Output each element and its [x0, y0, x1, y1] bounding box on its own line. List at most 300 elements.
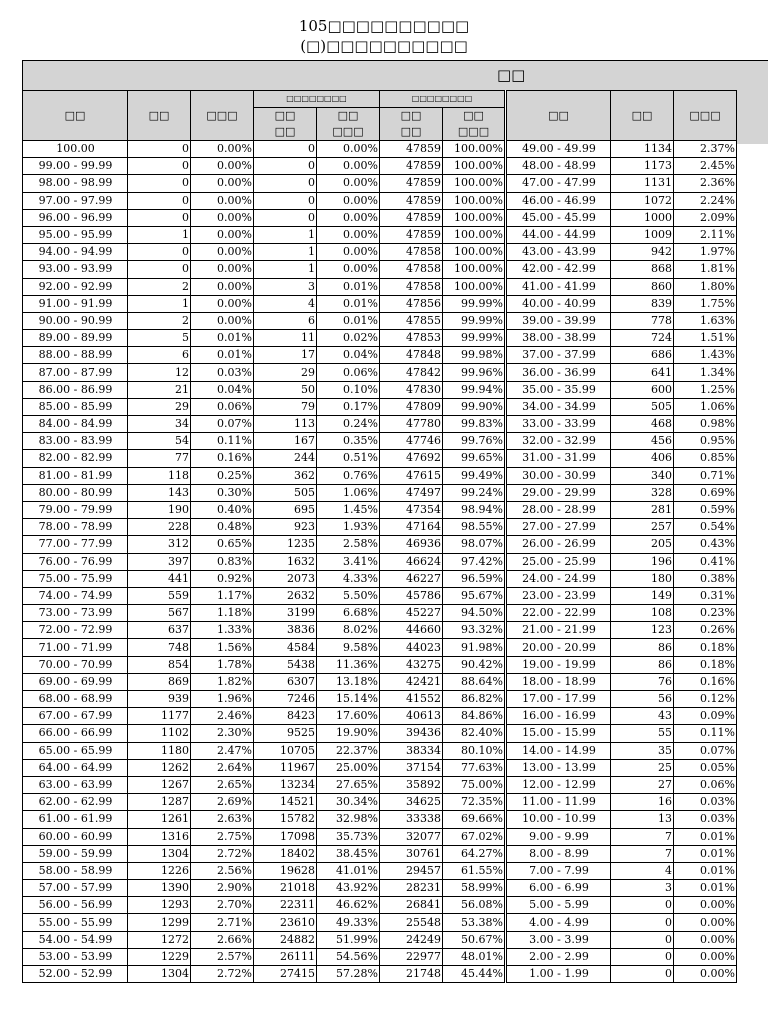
cell-count-right: 55: [611, 725, 674, 742]
cell-score-range-right: 13.00 - 13.99: [506, 759, 611, 776]
cell-cum-count-below: 47830: [380, 381, 443, 398]
cell-score-range-right: 49.00 - 49.99: [506, 141, 611, 158]
cell-score-range: 89.00 - 89.99: [23, 330, 128, 347]
cell-cum-count-below: 47848: [380, 347, 443, 364]
cell-cum-pct-above: 19.90%: [317, 725, 380, 742]
cell-cum-pct-below: 98.55%: [443, 519, 506, 536]
cell-score-range: 69.00 - 69.99: [23, 673, 128, 690]
cell-cum-count-above: 3836: [254, 622, 317, 639]
table-row: [23, 536, 737, 553]
table-row: [23, 966, 737, 983]
cell-count: 748: [128, 639, 191, 656]
cell-percent-right: 1.75%: [674, 295, 737, 312]
cell-percent-right: 0.85%: [674, 450, 737, 467]
cell-score-range: 71.00 - 71.99: [23, 639, 128, 656]
cell-count-right: 25: [611, 759, 674, 776]
cell-percent: 1.78%: [191, 656, 254, 673]
cell-percent-right: 1.81%: [674, 261, 737, 278]
cell-score-range: 98.00 - 98.99: [23, 175, 128, 192]
cell-percent-right: 0.26%: [674, 622, 737, 639]
cell-percent: 0.00%: [191, 312, 254, 329]
cell-cum-pct-above: 0.17%: [317, 398, 380, 415]
cell-count: 1: [128, 226, 191, 243]
cell-cum-count-below: 47859: [380, 141, 443, 158]
cell-cum-count-above: 1: [254, 244, 317, 261]
cell-count: 228: [128, 519, 191, 536]
cell-cum-pct-above: 0.24%: [317, 416, 380, 433]
cell-score-range-right: 10.00 - 10.99: [506, 811, 611, 828]
cell-score-range-right: 34.00 - 34.99: [506, 398, 611, 415]
cell-cum-pct-below: 48.01%: [443, 948, 506, 965]
cell-cum-pct-above: 4.33%: [317, 570, 380, 587]
cell-count-right: 942: [611, 244, 674, 261]
cell-score-range-right: 2.00 - 2.99: [506, 948, 611, 965]
cell-count: 869: [128, 673, 191, 690]
cell-percent: 2.66%: [191, 931, 254, 948]
cell-cum-count-below: 25548: [380, 914, 443, 931]
cell-score-range: 80.00 - 80.99: [23, 484, 128, 501]
cell-count: 1304: [128, 845, 191, 862]
cell-count-right: 1134: [611, 141, 674, 158]
table-row: [23, 622, 737, 639]
table-row: [23, 776, 737, 793]
cell-cum-pct-below: 100.00%: [443, 244, 506, 261]
cell-score-range: 83.00 - 83.99: [23, 433, 128, 450]
cell-score-range-right: 39.00 - 39.99: [506, 312, 611, 329]
cell-cum-count-above: 18402: [254, 845, 317, 862]
cell-cum-count-below: 43275: [380, 656, 443, 673]
cell-cum-pct-below: 99.49%: [443, 467, 506, 484]
cell-score-range: 79.00 - 79.99: [23, 501, 128, 518]
cell-cum-count-above: 22311: [254, 897, 317, 914]
cell-score-range-right: 41.00 - 41.99: [506, 278, 611, 295]
cell-count: 1299: [128, 914, 191, 931]
cell-count-right: 43: [611, 708, 674, 725]
cell-cum-count-above: 23610: [254, 914, 317, 931]
cell-cum-count-above: 923: [254, 519, 317, 536]
cell-cum-count-above: 1: [254, 261, 317, 278]
cell-count-right: 149: [611, 587, 674, 604]
cell-cum-pct-below: 80.10%: [443, 742, 506, 759]
cell-score-range: 59.00 - 59.99: [23, 845, 128, 862]
cell-cum-count-above: 0: [254, 192, 317, 209]
cell-count-right: 205: [611, 536, 674, 553]
cell-percent: 0.92%: [191, 570, 254, 587]
table-row: [23, 484, 737, 501]
subject-header-band: [22, 60, 768, 90]
header-cum-count-below-l2: □□: [400, 125, 422, 138]
cell-percent: 0.03%: [191, 364, 254, 381]
cell-percent-right: 0.07%: [674, 742, 737, 759]
cell-percent-right: 1.43%: [674, 347, 737, 364]
cell-score-range: 68.00 - 68.99: [23, 691, 128, 708]
table-row: [23, 605, 737, 622]
cell-cum-pct-below: 94.50%: [443, 605, 506, 622]
cell-percent: 1.33%: [191, 622, 254, 639]
cell-count-right: 7: [611, 828, 674, 845]
table-row: [23, 742, 737, 759]
cell-count: 854: [128, 656, 191, 673]
cell-cum-count-above: 6307: [254, 673, 317, 690]
table-row: [23, 691, 737, 708]
cell-cum-count-above: 7246: [254, 691, 317, 708]
cell-count: 0: [128, 192, 191, 209]
cell-count: 0: [128, 141, 191, 158]
cell-score-range-right: 31.00 - 31.99: [506, 450, 611, 467]
cell-score-range: 97.00 - 97.99: [23, 192, 128, 209]
table-body: [23, 141, 737, 983]
cell-percent: 0.00%: [191, 278, 254, 295]
cell-percent-right: 0.00%: [674, 931, 737, 948]
cell-count-right: 180: [611, 570, 674, 587]
cell-percent-right: 2.11%: [674, 226, 737, 243]
cell-percent: 0.00%: [191, 192, 254, 209]
cell-cum-pct-below: 100.00%: [443, 261, 506, 278]
cell-cum-pct-below: 82.40%: [443, 725, 506, 742]
table-row: [23, 828, 737, 845]
cell-cum-count-below: 47497: [380, 484, 443, 501]
cell-score-range: 66.00 - 66.99: [23, 725, 128, 742]
table-row: [23, 708, 737, 725]
cell-cum-pct-below: 97.42%: [443, 553, 506, 570]
cell-cum-count-below: 47859: [380, 226, 443, 243]
header-cum-pct-above-l1: □□: [337, 109, 359, 122]
cell-cum-count-above: 695: [254, 501, 317, 518]
cell-cum-pct-below: 99.99%: [443, 330, 506, 347]
cell-cum-count-above: 17: [254, 347, 317, 364]
cell-cum-count-below: 28231: [380, 880, 443, 897]
cell-cum-pct-above: 1.93%: [317, 519, 380, 536]
cell-cum-pct-below: 100.00%: [443, 158, 506, 175]
cell-cum-count-below: 47354: [380, 501, 443, 518]
cell-score-range: 87.00 - 87.99: [23, 364, 128, 381]
cell-cum-pct-below: 100.00%: [443, 226, 506, 243]
cell-cum-pct-above: 17.60%: [317, 708, 380, 725]
cell-cum-pct-above: 51.99%: [317, 931, 380, 948]
cell-cum-pct-below: 67.02%: [443, 828, 506, 845]
cell-cum-count-above: 0: [254, 209, 317, 226]
cell-score-range-right: 12.00 - 12.99: [506, 776, 611, 793]
cell-cum-pct-above: 5.50%: [317, 587, 380, 604]
cell-percent-right: 0.00%: [674, 914, 737, 931]
header-cum-pct-above-l2: □□□: [332, 125, 364, 138]
cell-cum-pct-above: 0.01%: [317, 295, 380, 312]
cell-cum-count-below: 42421: [380, 673, 443, 690]
cell-percent: 0.25%: [191, 467, 254, 484]
cell-percent: 0.48%: [191, 519, 254, 536]
cell-cum-pct-above: 57.28%: [317, 966, 380, 983]
cell-percent: 2.72%: [191, 966, 254, 983]
cell-score-range: 70.00 - 70.99: [23, 656, 128, 673]
cell-score-range-right: 33.00 - 33.99: [506, 416, 611, 433]
cell-cum-count-above: 4584: [254, 639, 317, 656]
cell-score-range: 72.00 - 72.99: [23, 622, 128, 639]
cell-cum-count-below: 21748: [380, 966, 443, 983]
cell-count-right: 641: [611, 364, 674, 381]
cell-score-range: 61.00 - 61.99: [23, 811, 128, 828]
header-group-cumulative-above: □□□□□□□□: [254, 91, 380, 108]
cell-cum-count-above: 362: [254, 467, 317, 484]
cell-score-range-right: 14.00 - 14.99: [506, 742, 611, 759]
cell-score-range: 95.00 - 95.99: [23, 226, 128, 243]
cell-percent-right: 0.38%: [674, 570, 737, 587]
header-percent-right: □□□: [674, 91, 737, 141]
cell-percent: 2.69%: [191, 794, 254, 811]
cell-score-range: 90.00 - 90.99: [23, 312, 128, 329]
cell-cum-pct-above: 1.45%: [317, 501, 380, 518]
cell-count-right: 257: [611, 519, 674, 536]
cell-percent: 2.72%: [191, 845, 254, 862]
cell-count: 1: [128, 295, 191, 312]
cell-cum-count-above: 2632: [254, 587, 317, 604]
cell-count-right: 868: [611, 261, 674, 278]
cell-percent-right: 0.06%: [674, 776, 737, 793]
cell-score-range-right: 32.00 - 32.99: [506, 433, 611, 450]
cell-score-range-right: 23.00 - 23.99: [506, 587, 611, 604]
cell-score-range: 76.00 - 76.99: [23, 553, 128, 570]
cell-count: 397: [128, 553, 191, 570]
table-row: [23, 656, 737, 673]
cell-cum-pct-below: 99.98%: [443, 347, 506, 364]
cell-percent: 2.56%: [191, 862, 254, 879]
cell-count: 1287: [128, 794, 191, 811]
cell-percent-right: 0.41%: [674, 553, 737, 570]
cell-cum-pct-above: 22.37%: [317, 742, 380, 759]
cell-cum-pct-above: 11.36%: [317, 656, 380, 673]
cell-score-range-right: 20.00 - 20.99: [506, 639, 611, 656]
cell-percent: 1.56%: [191, 639, 254, 656]
cell-cum-count-above: 9525: [254, 725, 317, 742]
cell-count: 312: [128, 536, 191, 553]
cell-count-right: 468: [611, 416, 674, 433]
cell-cum-count-below: 22977: [380, 948, 443, 965]
cell-cum-count-below: 45786: [380, 587, 443, 604]
cell-score-range-right: 36.00 - 36.99: [506, 364, 611, 381]
cell-score-range: 99.00 - 99.99: [23, 158, 128, 175]
cell-percent: 0.00%: [191, 244, 254, 261]
cell-score-range: 74.00 - 74.99: [23, 587, 128, 604]
cell-count: 2: [128, 312, 191, 329]
cell-percent-right: 2.09%: [674, 209, 737, 226]
cell-score-range: 94.00 - 94.99: [23, 244, 128, 261]
cell-percent: 0.16%: [191, 450, 254, 467]
cell-count: 2: [128, 278, 191, 295]
cell-cum-count-above: 2073: [254, 570, 317, 587]
cell-cum-count-below: 34625: [380, 794, 443, 811]
cell-cum-pct-above: 1.06%: [317, 484, 380, 501]
table-row: [23, 398, 737, 415]
cell-cum-pct-below: 45.44%: [443, 966, 506, 983]
cell-score-range-right: 42.00 - 42.99: [506, 261, 611, 278]
cell-cum-count-above: 27415: [254, 966, 317, 983]
cell-cum-pct-above: 46.62%: [317, 897, 380, 914]
cell-count: 1293: [128, 897, 191, 914]
cell-score-range: 91.00 - 91.99: [23, 295, 128, 312]
table-row: [23, 433, 737, 450]
cell-cum-pct-below: 100.00%: [443, 278, 506, 295]
cell-percent-right: 0.95%: [674, 433, 737, 450]
cell-count: 1180: [128, 742, 191, 759]
cell-count-right: 1072: [611, 192, 674, 209]
cell-count: 1102: [128, 725, 191, 742]
cell-score-range: 86.00 - 86.99: [23, 381, 128, 398]
cell-percent-right: 2.37%: [674, 141, 737, 158]
cell-count-right: 328: [611, 484, 674, 501]
cell-cum-count-below: 47692: [380, 450, 443, 467]
cell-score-range-right: 4.00 - 4.99: [506, 914, 611, 931]
cell-cum-count-below: 35892: [380, 776, 443, 793]
cell-percent: 0.30%: [191, 484, 254, 501]
cell-cum-count-below: 47858: [380, 244, 443, 261]
cell-percent: 0.11%: [191, 433, 254, 450]
cell-count: 1272: [128, 931, 191, 948]
cell-percent-right: 2.24%: [674, 192, 737, 209]
cell-cum-count-above: 0: [254, 141, 317, 158]
cell-cum-pct-below: 99.65%: [443, 450, 506, 467]
cell-percent: 2.47%: [191, 742, 254, 759]
cell-count-right: 0: [611, 897, 674, 914]
cell-score-range: 100.00: [23, 141, 128, 158]
cell-cum-pct-above: 0.01%: [317, 312, 380, 329]
report-title: 105□□□□□□□□□□: [298, 17, 470, 35]
cell-count-right: 686: [611, 347, 674, 364]
header-score-right: □□: [506, 91, 611, 141]
cell-count-right: 56: [611, 691, 674, 708]
table-row: [23, 931, 737, 948]
cell-percent-right: 0.01%: [674, 862, 737, 879]
cell-cum-pct-above: 0.10%: [317, 381, 380, 398]
cell-count: 0: [128, 175, 191, 192]
cell-percent-right: 0.18%: [674, 639, 737, 656]
cell-percent-right: 0.12%: [674, 691, 737, 708]
cell-percent-right: 0.01%: [674, 845, 737, 862]
cell-cum-pct-below: 69.66%: [443, 811, 506, 828]
cell-count: 0: [128, 158, 191, 175]
cell-score-range-right: 37.00 - 37.99: [506, 347, 611, 364]
cell-cum-pct-above: 0.00%: [317, 226, 380, 243]
cell-cum-count-above: 26111: [254, 948, 317, 965]
subject-label: □□: [497, 66, 526, 84]
cell-score-range: 64.00 - 64.99: [23, 759, 128, 776]
cell-percent: 2.46%: [191, 708, 254, 725]
cell-cum-count-below: 47858: [380, 261, 443, 278]
table-row: [23, 261, 737, 278]
cell-cum-count-above: 0: [254, 175, 317, 192]
table-row: [23, 845, 737, 862]
cell-cum-pct-above: 49.33%: [317, 914, 380, 931]
cell-cum-count-below: 47809: [380, 398, 443, 415]
cell-cum-pct-below: 100.00%: [443, 175, 506, 192]
table-row: [23, 570, 737, 587]
cell-count: 1177: [128, 708, 191, 725]
cell-count: 1262: [128, 759, 191, 776]
table-row: [23, 416, 737, 433]
cell-count: 567: [128, 605, 191, 622]
cell-cum-pct-above: 41.01%: [317, 862, 380, 879]
cell-score-range-right: 46.00 - 46.99: [506, 192, 611, 209]
table-row: [23, 347, 737, 364]
cell-cum-pct-above: 32.98%: [317, 811, 380, 828]
cell-count-right: 0: [611, 914, 674, 931]
cell-cum-count-below: 44023: [380, 639, 443, 656]
cell-cum-pct-above: 35.73%: [317, 828, 380, 845]
header-cum-pct-below: [443, 108, 506, 141]
cell-score-range: 96.00 - 96.99: [23, 209, 128, 226]
cell-percent-right: 0.01%: [674, 828, 737, 845]
cell-percent: 0.00%: [191, 141, 254, 158]
header-cum-count-above: [254, 108, 317, 141]
cell-percent-right: 0.43%: [674, 536, 737, 553]
cell-cum-pct-below: 75.00%: [443, 776, 506, 793]
cell-count: 12: [128, 364, 191, 381]
table-row: [23, 794, 737, 811]
cell-cum-pct-below: 58.99%: [443, 880, 506, 897]
cell-cum-count-below: 46936: [380, 536, 443, 553]
cell-score-range-right: 3.00 - 3.99: [506, 931, 611, 948]
cell-percent: 2.75%: [191, 828, 254, 845]
cell-cum-count-below: 33338: [380, 811, 443, 828]
cell-cum-count-above: 17098: [254, 828, 317, 845]
cell-cum-pct-below: 50.67%: [443, 931, 506, 948]
cell-percent-right: 1.80%: [674, 278, 737, 295]
cell-cum-pct-below: 93.32%: [443, 622, 506, 639]
cell-percent: 0.65%: [191, 536, 254, 553]
cell-score-range: 78.00 - 78.99: [23, 519, 128, 536]
cell-cum-count-below: 38334: [380, 742, 443, 759]
cell-score-range: 73.00 - 73.99: [23, 605, 128, 622]
cell-count-right: 600: [611, 381, 674, 398]
cell-count-right: 860: [611, 278, 674, 295]
cell-count-right: 86: [611, 639, 674, 656]
header-cum-pct-above: [317, 108, 380, 141]
cell-score-range: 85.00 - 85.99: [23, 398, 128, 415]
cell-count-right: 13: [611, 811, 674, 828]
cell-score-range: 58.00 - 58.99: [23, 862, 128, 879]
cell-percent-right: 0.00%: [674, 897, 737, 914]
cell-percent-right: 0.23%: [674, 605, 737, 622]
cell-score-range-right: 47.00 - 47.99: [506, 175, 611, 192]
cell-percent: 0.07%: [191, 416, 254, 433]
cell-score-range-right: 17.00 - 17.99: [506, 691, 611, 708]
cell-cum-count-above: 11: [254, 330, 317, 347]
cell-percent: 2.64%: [191, 759, 254, 776]
cell-cum-count-below: 46624: [380, 553, 443, 570]
cell-count-right: 1000: [611, 209, 674, 226]
cell-score-range: 92.00 - 92.99: [23, 278, 128, 295]
cell-cum-pct-below: 99.90%: [443, 398, 506, 415]
cell-score-range: 56.00 - 56.99: [23, 897, 128, 914]
table-row: [23, 811, 737, 828]
cell-score-range: 88.00 - 88.99: [23, 347, 128, 364]
cell-count: 637: [128, 622, 191, 639]
cell-count: 0: [128, 261, 191, 278]
cell-percent: 2.30%: [191, 725, 254, 742]
cell-score-range: 62.00 - 62.99: [23, 794, 128, 811]
table-row: [23, 862, 737, 879]
cell-cum-pct-above: 0.01%: [317, 278, 380, 295]
cell-cum-pct-below: 90.42%: [443, 656, 506, 673]
cell-count: 34: [128, 416, 191, 433]
cell-cum-count-above: 1632: [254, 553, 317, 570]
cell-percent-right: 2.45%: [674, 158, 737, 175]
cell-percent: 1.96%: [191, 691, 254, 708]
cell-percent-right: 0.03%: [674, 811, 737, 828]
cell-cum-pct-above: 0.00%: [317, 192, 380, 209]
cell-cum-count-above: 0: [254, 158, 317, 175]
header-cum-count-above-l1: □□: [274, 109, 296, 122]
cell-percent: 0.00%: [191, 175, 254, 192]
cell-cum-count-below: 47859: [380, 175, 443, 192]
